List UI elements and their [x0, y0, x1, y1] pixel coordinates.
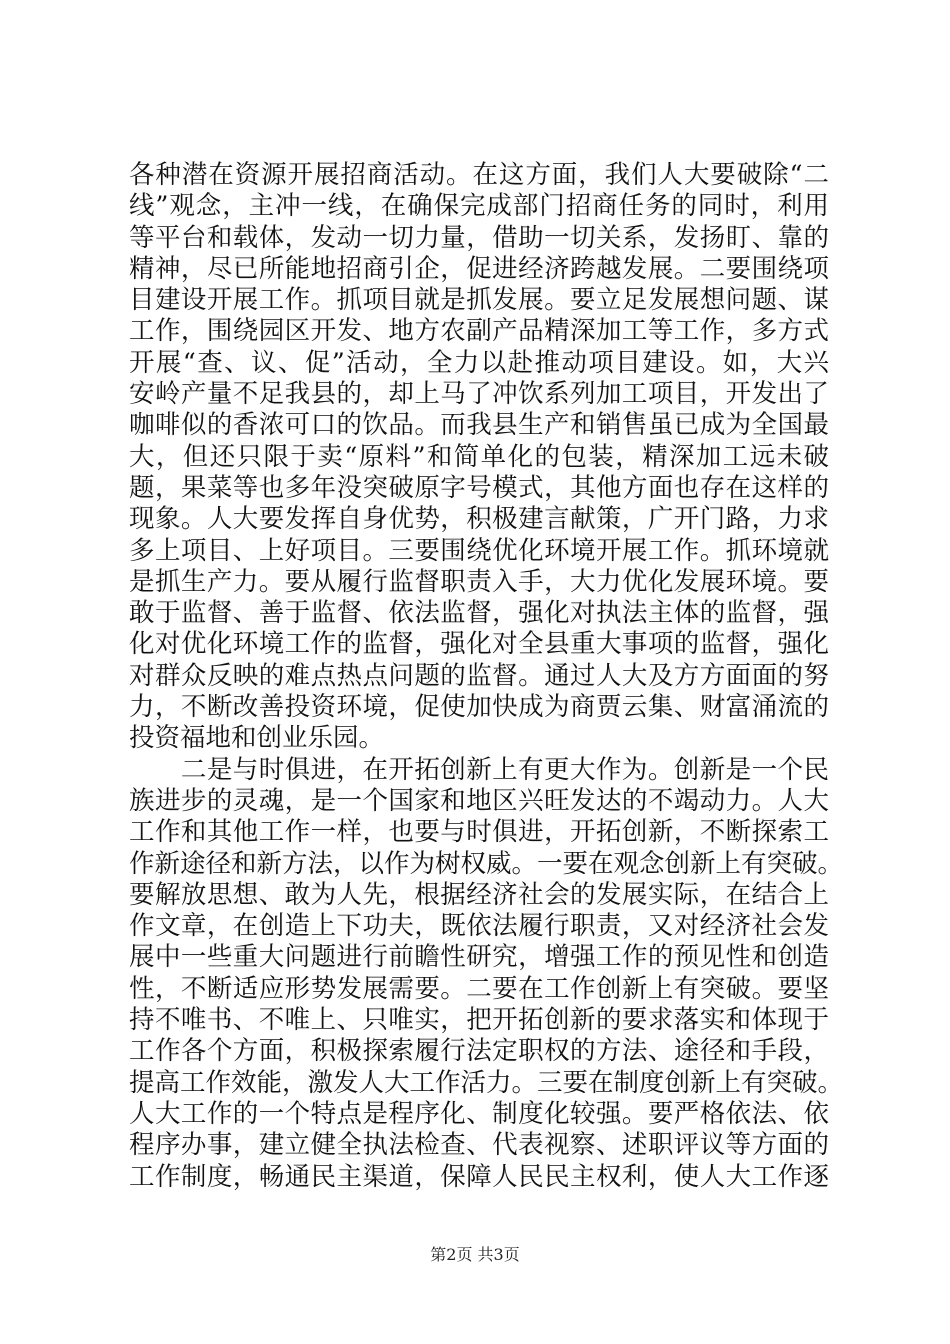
- text-line: 要解放思想、敢为人先，根据经济社会的发展实际，在结合上: [129, 879, 829, 910]
- text-line: 工作制度，畅通民主渠道，保障人民民主权利，使人大工作逐: [129, 1161, 829, 1192]
- text-line: 工作和其他工作一样，也要与时俱进，开拓创新，不断探索工: [129, 817, 829, 848]
- text-line: 等平台和载体，发动一切力量，借助一切关系，发扬盯、靠的: [129, 222, 829, 253]
- text-line: 各种潜在资源开展招商活动。在这方面，我们人大要破除“二: [129, 160, 829, 190]
- text-line: 咖啡似的香浓可口的饮品。而我县生产和销售虽已成为全国最: [129, 410, 829, 441]
- text-line: 作新途径和新方法，以作为树权威。一要在观念创新上有突破。: [129, 848, 844, 879]
- text-line: 敢于监督、善于监督、依法监督，强化对执法主体的监督，强: [129, 598, 829, 629]
- text-line: 人大工作的一个特点是程序化、制度化较强。要严格依法、依: [129, 1098, 829, 1129]
- text-line: 展中一些重大问题进行前瞻性研究，增强工作的预见性和创造: [129, 942, 829, 973]
- text-line: 多上项目、上好项目。三要围绕优化环境开展工作。抓环境就: [129, 535, 829, 566]
- text-line: 程序办事，建立健全执法检查、代表视察、述职评议等方面的: [129, 1130, 829, 1161]
- text-line: 开展“查、议、促”活动，全力以赴推动项目建设。如，大兴: [129, 347, 829, 378]
- text-line: 提高工作效能，激发人大工作活力。三要在制度创新上有突破。: [129, 1067, 844, 1098]
- text-line: 现象。人大要发挥自身优势，积极建言献策，广开门路，力求: [129, 504, 829, 535]
- page-footer: [0, 1245, 950, 1265]
- text-line: 性，不断适应形势发展需要。二要在工作创新上有突破。要坚: [129, 973, 829, 1004]
- text-line: 精神，尽已所能地招商引企，促进经济跨越发展。二要围绕项: [129, 253, 829, 284]
- text-line: 投资福地和创业乐园。: [129, 723, 385, 754]
- text-line: 族进步的灵魂，是一个国家和地区兴旺发达的不竭动力。人大: [129, 785, 829, 816]
- text-line: 目建设开展工作。抓项目就是抓发展。要立足发展想问题、谋: [129, 285, 829, 316]
- text-line: 安岭产量不足我县的，却上马了冲饮系列加工项目，开发出了: [129, 379, 829, 410]
- text-line: 化对优化环境工作的监督，强化对全县重大事项的监督，强化: [129, 629, 829, 660]
- text-line: 力，不断改善投资环境，促使加快成为商贾云集、财富涌流的: [129, 692, 829, 723]
- text-line: 对群众反映的难点热点问题的监督。通过人大及方方面面的努: [129, 660, 829, 691]
- text-line: 题，果菜等也多年没突破原字号模式，其他方面也存在这样的: [129, 472, 829, 503]
- text-line: 是抓生产力。要从履行监督职责入手，大力优化发展环境。要: [129, 566, 829, 597]
- body-text: [129, 160, 844, 1193]
- text-line: 持不唯书、不唯上、只唯实，把开拓创新的要求落实和体现于: [129, 1005, 829, 1036]
- text-line: 线”观念，主冲一线，在确保完成部门招商任务的同时，利用: [129, 191, 829, 222]
- text-line: 工作各个方面，积极探索履行法定职权的方法、途径和手段，: [129, 1036, 829, 1067]
- text-line: 大，但还只限于卖“原料”和简单化的包装，精深加工远未破: [129, 441, 829, 472]
- page-number: 第2页 共3页: [430, 1245, 520, 1264]
- text-line: 作文章，在创造上下功夫，既依法履行职责，又对经济社会发: [129, 911, 829, 942]
- text-line: 工作，围绕园区开发、地方农副产品精深加工等工作，多方式: [129, 316, 829, 347]
- text-line: 二是与时俱进，在开拓创新上有更大作为。创新是一个民: [129, 754, 829, 785]
